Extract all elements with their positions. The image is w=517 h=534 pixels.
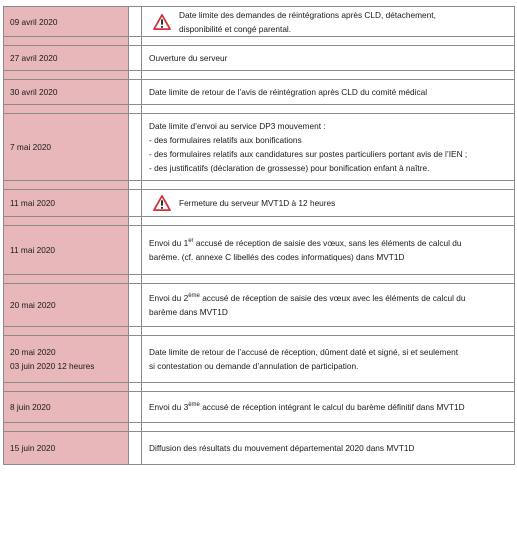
spacer-cell: [129, 284, 142, 327]
date-cell: 20 mai 2020: [4, 284, 129, 327]
date-cell: 27 avril 2020: [4, 46, 129, 71]
description-cell: [142, 190, 515, 217]
spacer-row: [4, 383, 515, 392]
table-row: [4, 80, 515, 105]
spacer-row: [4, 181, 515, 190]
date-cell: 7 mai 2020: [4, 114, 129, 181]
row-text-line-1: Date limite des demandes de réintégrations après CLD, détachement,: [179, 9, 436, 20]
text-part: Envoi du 3: [149, 402, 189, 412]
warning-triangle-icon: [153, 14, 171, 30]
row-text-line-1: Date limite de retour de l’accusé de réception, dûment daté et signé, si et seulement: [149, 347, 459, 357]
row-text-line-2: barème. (cf. annexe C libellés des codes informatiques) dans MVT1D: [149, 252, 405, 262]
table-row: [4, 284, 515, 327]
description-cell: [142, 284, 515, 327]
spacer-row: [4, 37, 515, 46]
description-cell: Date limite de retour de l’avis de réintégration après CLD du comité médical: [142, 80, 515, 105]
date-cell: 15 juin 2020: [4, 432, 129, 465]
text-part: accusé de réception de saisie des vœux avec les éléments de calcul du: [199, 293, 466, 303]
table-row: [4, 190, 515, 217]
table-row: [4, 46, 515, 71]
spacer-cell: [129, 46, 142, 71]
warning-triangle-icon: [153, 195, 171, 211]
description-cell: [142, 336, 515, 383]
row-text-line-2: disponibilité et congé parental.: [179, 23, 292, 34]
description-cell: [142, 114, 515, 181]
description-cell: [142, 7, 515, 37]
date-line-1: 20 mai 2020: [10, 347, 56, 357]
text-part: accusé de réception intégrant le calcul du barème définitif dans MVT1D: [199, 402, 465, 412]
date-cell: 8 juin 2020: [4, 392, 129, 423]
description-cell: [142, 392, 515, 423]
list-item: - des formulaires relatifs aux bonifications: [149, 135, 302, 145]
spacer-cell: [129, 392, 142, 423]
spacer-cell: [129, 226, 142, 275]
list-item: - des justificatifs (déclaration de grossesse) pour bonification enfant à naître.: [149, 163, 430, 173]
ordinal-suffix: ème: [188, 402, 200, 409]
spacer-cell: [129, 80, 142, 105]
spacer-row: [4, 327, 515, 336]
table-row: [4, 336, 515, 383]
table-row: [4, 392, 515, 423]
date-cell: 11 mai 2020: [4, 190, 129, 217]
table-row: [4, 226, 515, 275]
date-cell: [4, 336, 129, 383]
spacer-cell: [129, 190, 142, 217]
description-cell: Diffusion des résultats du mouvement départemental 2020 dans MVT1D: [142, 432, 515, 465]
spacer-cell: [129, 114, 142, 181]
ordinal-suffix: ème: [188, 293, 200, 300]
row-text-line-2: barème dans MVT1D: [149, 307, 228, 317]
ordinal-suffix: er: [188, 238, 194, 245]
spacer-cell: [129, 7, 142, 37]
row-text: Fermeture du serveur MVT1D à 12 heures: [179, 198, 336, 208]
row-text-line-2: si contestation ou demande d’annulation de participation.: [149, 361, 359, 371]
date-cell: 09 avril 2020: [4, 7, 129, 37]
text-part: Envoi du 2: [149, 293, 189, 303]
spacer-cell: [129, 336, 142, 383]
description-cell: [142, 226, 515, 275]
spacer-cell: [129, 432, 142, 465]
spacer-row: [4, 423, 515, 432]
date-line-2: 03 juin 2020 12 heures: [10, 361, 95, 371]
calendar-table: [3, 6, 515, 465]
spacer-row: [4, 217, 515, 226]
calendar-document: [3, 6, 515, 465]
spacer-row: [4, 275, 515, 284]
text-part: accusé de réception de saisie des vœux, sans les éléments de calcul du: [193, 238, 462, 248]
description-cell: Ouverture du serveur: [142, 46, 515, 71]
text-part: Envoi du 1: [149, 238, 189, 248]
row-intro: Date limite d’envoi au service DP3 mouvement :: [149, 121, 326, 131]
date-cell: 11 mai 2020: [4, 226, 129, 275]
list-item: - des formulaires relatifs aux candidatures sur postes particuliers portant avis de l’IEN ;: [149, 149, 468, 159]
table-row: [4, 114, 515, 181]
table-row: [4, 7, 515, 37]
spacer-row: [4, 71, 515, 80]
spacer-row: [4, 105, 515, 114]
date-cell: 30 avril 2020: [4, 80, 129, 105]
table-row: [4, 432, 515, 465]
